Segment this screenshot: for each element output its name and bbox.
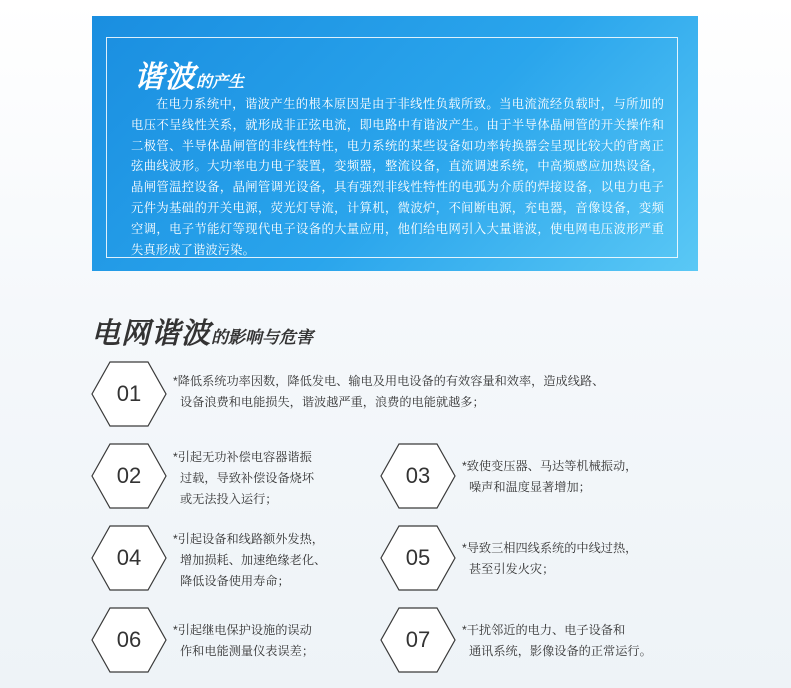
hazard-number: 01: [116, 381, 142, 406]
hazard-description: [173, 620, 314, 662]
hazard-number: 05: [405, 545, 431, 570]
origin-heading-main: 谐波: [134, 61, 196, 94]
hazard-line: *致使变压器、马达等机械振动，: [462, 459, 638, 473]
hazard-description: [462, 456, 637, 498]
hazard-line: *引起设备和线路额外发热，: [173, 532, 324, 546]
hazard-line: 作和电能测量仪表误差；: [180, 644, 315, 658]
hazard-line: 或无法投入运行；: [180, 492, 278, 506]
hazard-line: 过载，导致补偿设备烧坏: [180, 471, 315, 485]
hazard-description: [462, 620, 652, 662]
hazard-line: 增加损耗、加速绝缘老化、: [180, 553, 327, 567]
origin-heading: [134, 52, 244, 96]
hazard-line: *降低系统功率因数，降低发电、输电及用电设备的有效容量和效率，造成线路、: [173, 374, 605, 388]
origin-heading-sub: 的产生: [196, 74, 245, 91]
hazard-line: 设备浪费和电能损失，谐波越严重，浪费的电能就越多；: [180, 395, 485, 409]
hazard-description: [173, 447, 314, 510]
hazard-description: [173, 529, 326, 592]
hazard-number: 07: [405, 627, 431, 652]
origin-paragraph: 在电力系统中，谐波产生的根本原因是由于非线性负载所致。当电流流经负载时，与所加的电压不呈线性关系，就形成非正弦电流，即电路中有谐波产生。由于半导体晶闸管的开关操作和二极管、半导体晶闸管的非线性特性，电力系统的某些设备如功率转换器会呈现比较大的背离正弦曲线波形。大功率电力电子装置，变频器，整流设备，直流调速系统，中高频感应加热设备，晶闸管温控设备，晶闸管调光设备，具有强烈非线性特性的电弧为介质的焊接设备，以电力电子元件为基础的开关电源，荧光灯导流，计算机，微波炉，不间断电源，充电器，音像设备，变频空调，电子节能灯等现代电子设备的大量应用，他们给电网引入大量谐波，使电网电压波形严重失真形成了谐波污染。: [131, 97, 664, 257]
impact-heading: [91, 311, 313, 352]
hazard-line: 降低设备使用寿命；: [180, 574, 290, 588]
hazard-line: 噪声和温度显著增加；: [469, 480, 591, 494]
hazard-description: [462, 538, 637, 580]
hazard-number: 03: [405, 463, 431, 488]
hazard-number: 02: [116, 463, 142, 488]
hazard-number: 06: [116, 627, 142, 652]
hazard-description: [173, 371, 604, 413]
hazard-line: 甚至引发火灾；: [469, 562, 555, 576]
impact-heading-sub: 的影响与危害: [211, 328, 314, 347]
hazard-number: 04: [116, 545, 142, 570]
hazard-line: 通讯系统，影像设备的正常运行。: [469, 644, 652, 658]
impact-heading-main: 电网谐波: [91, 318, 212, 350]
hazard-line: *引起继电保护设施的误动: [173, 623, 312, 637]
hazard-line: *导致三相四线系统的中线过热，: [462, 541, 638, 555]
hazard-line: *干扰邻近的电力、电子设备和: [462, 623, 626, 637]
hazard-line: *引起无功补偿电容器谐振: [173, 450, 312, 464]
